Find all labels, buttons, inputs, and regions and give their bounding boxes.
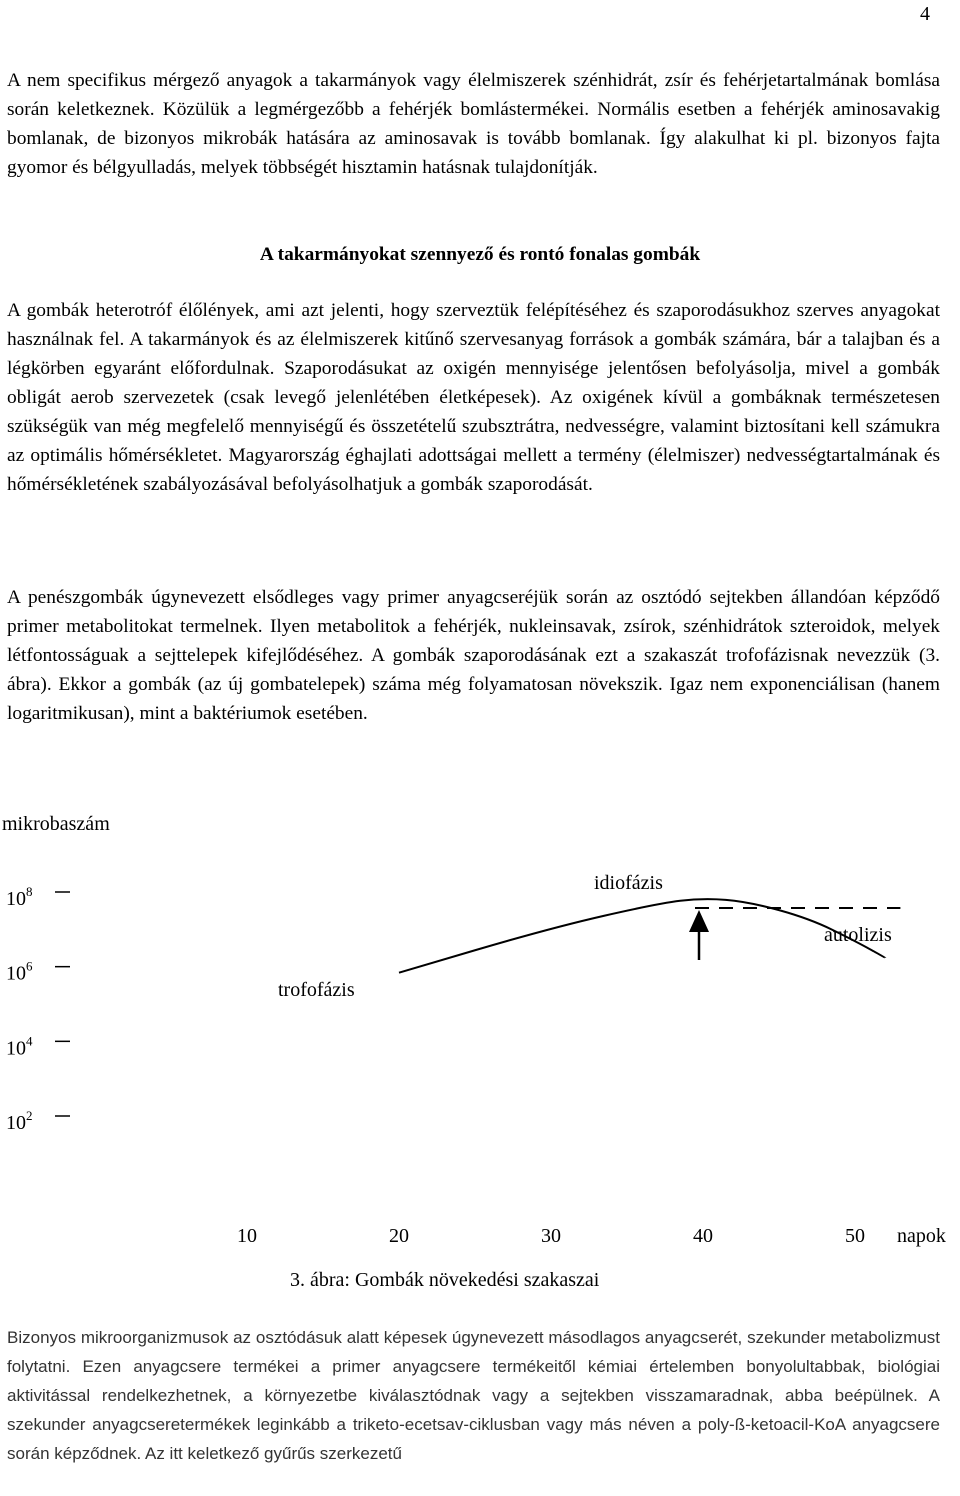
paragraph-intro: A nem specifikus mérgező anyagok a takarmányok vagy élelmiszerek szénhidrát, zsír és fehérjetartalmának bomlása során keletkeznek. Közülük a legmérgezőbb a fehérjék bomlástermékei. Normális esetben a fehérjék aminosavakig bomlanak, de bizonyos mikrobák hatására az aminosavak is tovább bomlanak. Így alakulhat ki pl. bizonyos fajta gyomor és bélgyulladás, melyek többségét hisztamin hatásnak tulajdonítják. bbox=[7, 70, 940, 178]
x-tick-label: 40 bbox=[693, 1225, 713, 1247]
paragraph-secondary-metabolism: Bizonyos mikroorganizmusok az osztódásuk alatt képesek úgynevezett másodlagos anyagcserét, szekunder metabolizmust folytatni. Ezen anyagcsere termékei a primer anyagcsere termékeitől kémiai értelemben bonyolultabbak, biológiai aktivitással rendelkezhetnek, a környezetbe kiválasztódnak vagy a sejtekben visszamaradnak, abba beépülnek. A szekunder anyagcseretermékek leginkább a triketo-ecetsav-ciklusban vagy más néven a poly-ß-ketoacil-KoA anyagcsere során képződnek. Az itt keletkező gyűrűs szerkezetű bbox=[7, 1328, 940, 1463]
y-tick-label: $10^2$ bbox=[6, 1108, 33, 1134]
x-axis-label: napok bbox=[897, 1225, 946, 1247]
page-number: 4 bbox=[920, 3, 930, 25]
growth-phase-chart bbox=[0, 790, 960, 1300]
x-tick-label: 20 bbox=[389, 1225, 409, 1247]
y-axis-label: mikrobaszám bbox=[2, 813, 110, 835]
figure-caption: 3. ábra: Gombák növekedési szakaszai bbox=[290, 1269, 600, 1291]
growth-curve bbox=[399, 899, 885, 973]
x-tick-label: 30 bbox=[541, 1225, 561, 1247]
paragraph-fungi: A gombák heterotróf élőlények, ami azt jelenti, hogy szerveztük felépítéséhez és szaporodásukhoz szerves anyagokat használnak fel. A takarmányok és az élelmiszerek kitűnő szervesanyag források a gombák számára, bár a talajban és a légkörben egyaránt előfordulnak. Szaporodásukat az oxigén mennyisége jelentősen befolyásolja, mivel a gombák obligát aerob szervezetek (csak levegő jelenlétében életképesek). Az oxigének kívül a gombáknak természetesen szükségük van még megfelelő mennyiségű és összetételű szubsztrátra, nedvességre, valamint biztosítani kell számukra az optimális hőmérsékletet. Magyarország éghajlati adottságai mellett a termény (élelmiszer) nedvességtartalmának és hőmérsékletének szabályozásával befolyásolhatjuk a gombák szaporodását. bbox=[7, 300, 940, 495]
annotation-autolizis: autolizis bbox=[824, 924, 892, 946]
y-tick-label: $10^4$ bbox=[6, 1033, 33, 1060]
annotation-idiofazis: idiofázis bbox=[594, 872, 663, 894]
section-heading: A takarmányokat szennyező és rontó fonalas gombák bbox=[259, 244, 701, 265]
y-tick-label: $10^8$ bbox=[6, 884, 33, 910]
x-tick-label: 10 bbox=[237, 1225, 257, 1247]
annotation-trofofazis: trofofázis bbox=[278, 979, 355, 1001]
x-tick-label: 50 bbox=[845, 1225, 865, 1247]
paragraph-primary-metabolism: A penészgombák úgynevezett elsődleges vagy primer anyagcseréjük során az osztódó sejtekben állandóan képződő primer metabolitokat termelnek. Ilyen metabolitok a fehérjék, nukleinsavak, zsírok, szénhidrátok szteroidok, melyek létfontosságuak a sejttelepek kifejlődéséhez. A gombák szaporodásának ezt a szakaszát trofofázisnak nevezzük (3. ábra). Ekkor a gombák (az új gombatelepek) száma még folyamatosan növekszik. Igaz nem exponenciálisan (hanem logaritmikusan), mint a baktériumok esetében. bbox=[7, 587, 940, 724]
y-tick-label: $10^6$ bbox=[6, 958, 33, 985]
idiophase-arrow bbox=[689, 910, 709, 960]
